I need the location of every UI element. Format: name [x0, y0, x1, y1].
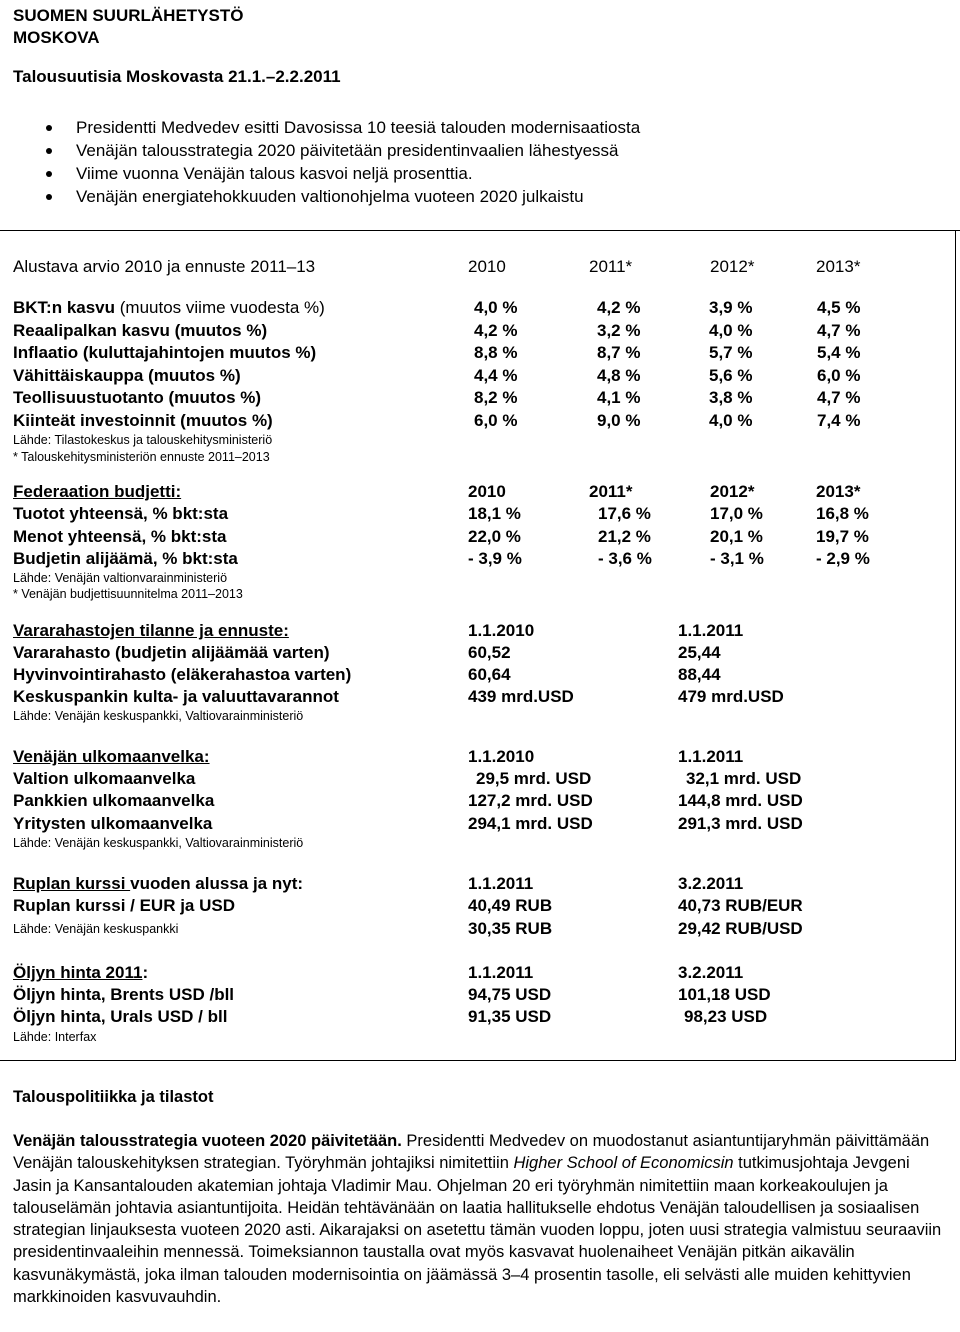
cell-value: 40,73 RUB/EUR: [678, 896, 803, 915]
budget-row: [0, 548, 960, 570]
cell-value: 3,2 %: [597, 321, 641, 340]
source-note: Lähde: Tilastokeskus ja talouskehitysministeriö: [13, 433, 273, 447]
cell-value: 88,44: [678, 665, 721, 684]
reserves-row: [0, 664, 960, 686]
cell-value: 291,3 mrd. USD: [678, 814, 803, 833]
rouble-row: [0, 918, 960, 940]
reserves-heading: Vararahastojen tilanne ja ennuste:: [13, 621, 289, 640]
rouble-row: [0, 895, 960, 917]
budget-row: [0, 526, 960, 548]
cell-value: 4,1 %: [597, 388, 641, 407]
year-header: 2011*: [589, 482, 633, 501]
article-italic: Higher School of Economicsin: [513, 1154, 734, 1173]
rouble-heading-rest: vuoden alussa ja nyt:: [130, 874, 304, 893]
year-header: 2010: [468, 482, 506, 501]
forecast-header-row: [0, 256, 960, 278]
cell-value: 3,9 %: [709, 298, 753, 317]
article-text: Presidentti Medvedev on muodostanut asiantuntijaryhmän päivittämään Venäjän talouskehityksen strategian. Työryhmän johtajiksi nimitettiin: [13, 1132, 930, 1173]
reserves-row: [0, 686, 960, 708]
cell-value: 479 mrd.USD: [678, 687, 784, 706]
cell-value: 29,5 mrd. USD: [476, 769, 592, 788]
date-header: 1.1.2010: [468, 747, 535, 766]
source-note: Lähde: Venäjän keskuspankki: [13, 922, 179, 936]
section-title: Talouspolitiikka ja tilastot: [13, 1088, 214, 1106]
cell-value: 4,0 %: [709, 321, 753, 340]
cell-value: 22,0 %: [468, 527, 521, 546]
rouble-heading: Ruplan kurssi: [13, 874, 131, 893]
cell-value: 29,42 RUB/USD: [678, 919, 803, 938]
cell-value: 8,7 %: [597, 343, 641, 362]
row-label-suffix: (muutos viime vuodesta %): [115, 298, 325, 317]
cell-value: 60,52: [468, 643, 511, 662]
year-header: 2013*: [816, 482, 861, 501]
reserves-header-row: [0, 620, 960, 642]
cell-value: 6,0 %: [474, 411, 518, 430]
row-label: Menot yhteensä, % bkt:sta: [13, 527, 227, 546]
date-header: 1.1.2010: [468, 621, 535, 640]
box-top-border: [0, 230, 960, 231]
cell-value: 21,2 %: [598, 527, 651, 546]
cell-value: 4,5 %: [817, 298, 861, 317]
row-label: Reaalipalkan kasvu (muutos %): [13, 321, 268, 340]
cell-value: 25,44: [678, 643, 721, 662]
budget-heading: Federaation budjetti:: [13, 482, 182, 501]
date-header: 3.2.2011: [678, 963, 744, 982]
row-label: Hyvinvointirahasto (eläkerahastoa varten): [13, 665, 352, 684]
cell-value: 20,1 %: [710, 527, 763, 546]
cell-value: 3,8 %: [709, 388, 753, 407]
cell-value: 16,8 %: [816, 504, 869, 523]
cell-value: 5,4 %: [817, 343, 861, 362]
row-label: BKT:n kasvu: [13, 298, 116, 317]
oil-row: [0, 984, 960, 1006]
source-note: Lähde: Interfax: [13, 1030, 97, 1044]
cell-value: 4,7 %: [817, 388, 861, 407]
cell-value: 4,2 %: [474, 321, 518, 340]
cell-value: 91,35 USD: [468, 1007, 552, 1026]
bullet-text: Presidentti Medvedev esitti Davosissa 10 teesiä talouden modernisaatiosta: [76, 118, 641, 137]
row-label: Tuotot yhteensä, % bkt:sta: [13, 504, 229, 523]
cell-value: 32,1 mrd. USD: [686, 769, 802, 788]
cell-value: 17,0 %: [710, 504, 763, 523]
cell-value: 144,8 mrd. USD: [678, 791, 803, 810]
cell-value: 94,75 USD: [468, 985, 552, 1004]
debt-heading: Venäjän ulkomaanvelka:: [13, 747, 210, 766]
cell-value: 439 mrd.USD: [468, 687, 574, 706]
embassy-city: MOSKOVA: [13, 28, 100, 47]
cell-value: 127,2 mrd. USD: [468, 791, 593, 810]
cell-value: 8,8 %: [474, 343, 518, 362]
date-header: 1.1.2011: [468, 963, 534, 982]
date-header: 3.2.2011: [678, 874, 744, 893]
bullet-text: Venäjän energiatehokkuuden valtionohjelma vuoteen 2020 julkaistu: [76, 187, 584, 206]
cell-value: 18,1 %: [468, 504, 521, 523]
row-label: Kiinteät investoinnit (muutos %): [13, 411, 273, 430]
bullet-text: Viime vuonna Venäjän talous kasvoi neljä prosenttia.: [76, 164, 473, 183]
cell-value: 101,18 USD: [678, 985, 771, 1004]
cell-value: 4,4 %: [474, 366, 518, 385]
source-note: Lähde: Venäjän keskuspankki, Valtiovarainministeriö: [13, 836, 304, 850]
row-label: Valtion ulkomaanvelka: [13, 769, 196, 788]
budget-header-row: [0, 481, 960, 503]
year-header: 2013*: [816, 257, 861, 276]
year-header: 2011*: [589, 257, 633, 276]
row-label: Ruplan kurssi / EUR ja USD: [13, 896, 235, 915]
bullet-icon: [46, 171, 52, 177]
rouble-header-row: [0, 873, 960, 895]
row-label: Vähittäiskauppa (muutos %): [13, 366, 241, 385]
oil-row: [0, 1006, 960, 1028]
bullet-text: Venäjän talousstrategia 2020 päivitetään presidentinvaalien lähestyessä: [76, 141, 619, 160]
cell-value: 19,7 %: [816, 527, 869, 546]
row-label: Budjetin alijäämä, % bkt:sta: [13, 549, 238, 568]
cell-value: 4,7 %: [817, 321, 861, 340]
box-bottom-border: [0, 1060, 956, 1061]
source-note: Lähde: Venäjän valtionvarainministeriö: [13, 571, 228, 585]
footnote: * Venäjän budjettisuunnitelma 2011–2013: [13, 587, 243, 601]
forecast-row: [0, 320, 960, 342]
bullet-icon: [46, 125, 52, 131]
reserves-row: [0, 642, 960, 664]
cell-value: 5,7 %: [709, 343, 753, 362]
date-header: 1.1.2011: [678, 747, 744, 766]
embassy-name: SUOMEN SUURLÄHETYSTÖ: [13, 6, 244, 25]
row-label: Vararahasto (budjetin alijäämää varten): [13, 643, 330, 662]
cell-value: 8,2 %: [474, 388, 518, 407]
cell-value: 4,2 %: [597, 298, 641, 317]
debt-row: [0, 768, 960, 790]
article-lead: Venäjän talousstrategia vuoteen 2020 päivitetään.: [13, 1132, 402, 1150]
budget-row: [0, 503, 960, 525]
cell-value: - 3,9 %: [468, 549, 522, 568]
source-note: Lähde: Venäjän keskuspankki, Valtiovarainministeriö: [13, 709, 304, 723]
cell-value: 5,6 %: [709, 366, 753, 385]
debt-row: [0, 790, 960, 812]
cell-value: - 2,9 %: [816, 549, 870, 568]
row-label: Keskuspankin kulta- ja valuuttavarannot: [13, 687, 339, 706]
cell-value: 60,64: [468, 665, 511, 684]
document-title: Talousuutisia Moskovasta 21.1.–2.2.2011: [13, 67, 341, 86]
year-header: 2012*: [710, 482, 755, 501]
debt-row: [0, 813, 960, 835]
forecast-row: [0, 387, 960, 409]
date-header: 1.1.2011: [468, 874, 534, 893]
forecast-row: [0, 365, 960, 387]
article-text-cont: tutkimusjohtaja Jevgeni Jasin ja Kansantalouden akatemian johtaja Vladimir Mau. Ohjelman 20 eri työryhmän nimitettiin maan korkeakoulujen ja talouselämän johtavia asiantuntijoita. Heidän tehtävänään on laatia hallitukselle ehdotus Venäjän taloudellisen ja sosiaalisen strategian linjauksesta vuoteen 2020 asti. Aikarajaksi on asetettu tämän vuoden loppu, joten uusi strategia valmistuu seuraaviin presidentinvaaleihin mennessä. Toimeksiannon taustalla ovat myös kasvavat huolenaiheet Venäjän pitkän aikavälin kasvunäkymästä, joka ilman talouden modernisointia on jäämässä 3–4 prosentin tasolle, eli selvästi alle muiden kehittyvien markkinoiden kasvuvauhdin.: [13, 1154, 942, 1307]
row-label: Pankkien ulkomaanvelka: [13, 791, 215, 810]
forecast-row: [0, 342, 960, 364]
cell-value: 17,6 %: [598, 504, 651, 523]
cell-value: 4,8 %: [597, 366, 641, 385]
cell-value: 294,1 mrd. USD: [468, 814, 593, 833]
date-header: 1.1.2011: [678, 621, 744, 640]
row-label: Öljyn hinta, Brents USD /bll: [13, 985, 235, 1004]
cell-value: - 3,6 %: [598, 549, 652, 568]
oil-header-row: [0, 962, 960, 984]
row-label: Teollisuustuotanto (muutos %): [13, 388, 262, 407]
oil-heading: Öljyn hinta 2011: [13, 963, 143, 982]
cell-value: 4,0 %: [474, 298, 518, 317]
article-paragraph: [13, 1130, 943, 1308]
year-header: 2012*: [710, 257, 755, 276]
row-label: Öljyn hinta, Urals USD / bll: [13, 1007, 228, 1026]
cell-value: 9,0 %: [597, 411, 641, 430]
cell-value: 4,0 %: [709, 411, 753, 430]
forecast-heading: Alustava arvio 2010 ja ennuste 2011–13: [13, 257, 316, 276]
bullet-icon: [46, 194, 52, 200]
row-label: Yritysten ulkomaanvelka: [13, 814, 213, 833]
oil-heading-rest: :: [142, 963, 149, 982]
bullet-icon: [46, 148, 52, 154]
cell-value: 98,23 USD: [684, 1007, 768, 1026]
debt-header-row: [0, 746, 960, 768]
cell-value: 30,35 RUB: [468, 919, 553, 938]
cell-value: - 3,1 %: [710, 549, 764, 568]
cell-value: 6,0 %: [817, 366, 861, 385]
cell-value: 7,4 %: [817, 411, 861, 430]
forecast-row: [0, 297, 960, 319]
row-label: Inflaatio (kuluttajahintojen muutos %): [13, 343, 317, 362]
cell-value: 40,49 RUB: [468, 896, 553, 915]
forecast-row: [0, 410, 960, 432]
year-header: 2010: [468, 257, 506, 276]
footnote: * Talouskehitysministeriön ennuste 2011–2013: [13, 450, 270, 464]
